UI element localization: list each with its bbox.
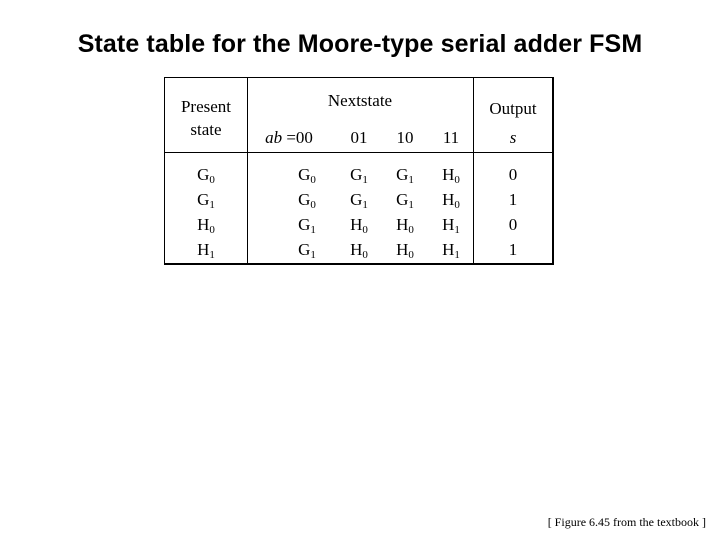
next-state-cell: $G_1$ xyxy=(350,165,368,186)
header-divider xyxy=(165,152,552,153)
output-header: Output xyxy=(489,99,537,118)
next-state-cell: $G_0$ xyxy=(298,190,316,211)
next-state-cell: $H_0$ xyxy=(442,165,460,186)
next-state-cell: $G_1$ xyxy=(396,190,414,211)
next-state-cell: $H_0$ xyxy=(350,240,368,261)
state-table xyxy=(164,77,554,265)
next-state-cell: $G_1$ xyxy=(350,190,368,211)
next-state-cell: $H_0$ xyxy=(442,190,460,211)
output-var: s xyxy=(509,128,517,147)
column-divider-present xyxy=(247,78,248,263)
next-state-cell: $H_1$ xyxy=(442,240,460,261)
next-state-cell: $G_1$ xyxy=(396,165,414,186)
present-state-header: Present state xyxy=(180,97,232,139)
output-cell: 0 xyxy=(508,215,518,234)
next-state-cell: $H_0$ xyxy=(396,215,414,236)
ab-value-11: 11 xyxy=(442,128,460,147)
output-cell: 1 xyxy=(508,240,518,259)
output-cell: 1 xyxy=(508,190,518,209)
next-state-cell: $G_1$ xyxy=(298,215,316,236)
next-state-cell: $H_0$ xyxy=(350,215,368,236)
figure-caption: [ Figure 6.45 from the textbook ] xyxy=(547,515,706,529)
present-state-cell: $G_0$ xyxy=(197,165,215,186)
present-state-cell: $G_1$ xyxy=(197,190,215,211)
ab-label: ab =00 xyxy=(265,128,313,147)
present-state-cell: $H_0$ xyxy=(197,215,215,236)
next-state-header: Nextstate xyxy=(327,91,393,110)
next-state-cell: $G_1$ xyxy=(298,240,316,261)
ab-value-01: 01 xyxy=(350,128,368,147)
next-state-cell: $H_0$ xyxy=(396,240,414,261)
slide-title: State table for the Moore-type serial adder FSM xyxy=(77,30,643,58)
present-state-cell: $H_1$ xyxy=(197,240,215,261)
output-cell: 0 xyxy=(508,165,518,184)
ab-value-10: 10 xyxy=(396,128,414,147)
next-state-cell: $H_1$ xyxy=(442,215,460,236)
next-state-cell: $G_0$ xyxy=(298,165,316,186)
